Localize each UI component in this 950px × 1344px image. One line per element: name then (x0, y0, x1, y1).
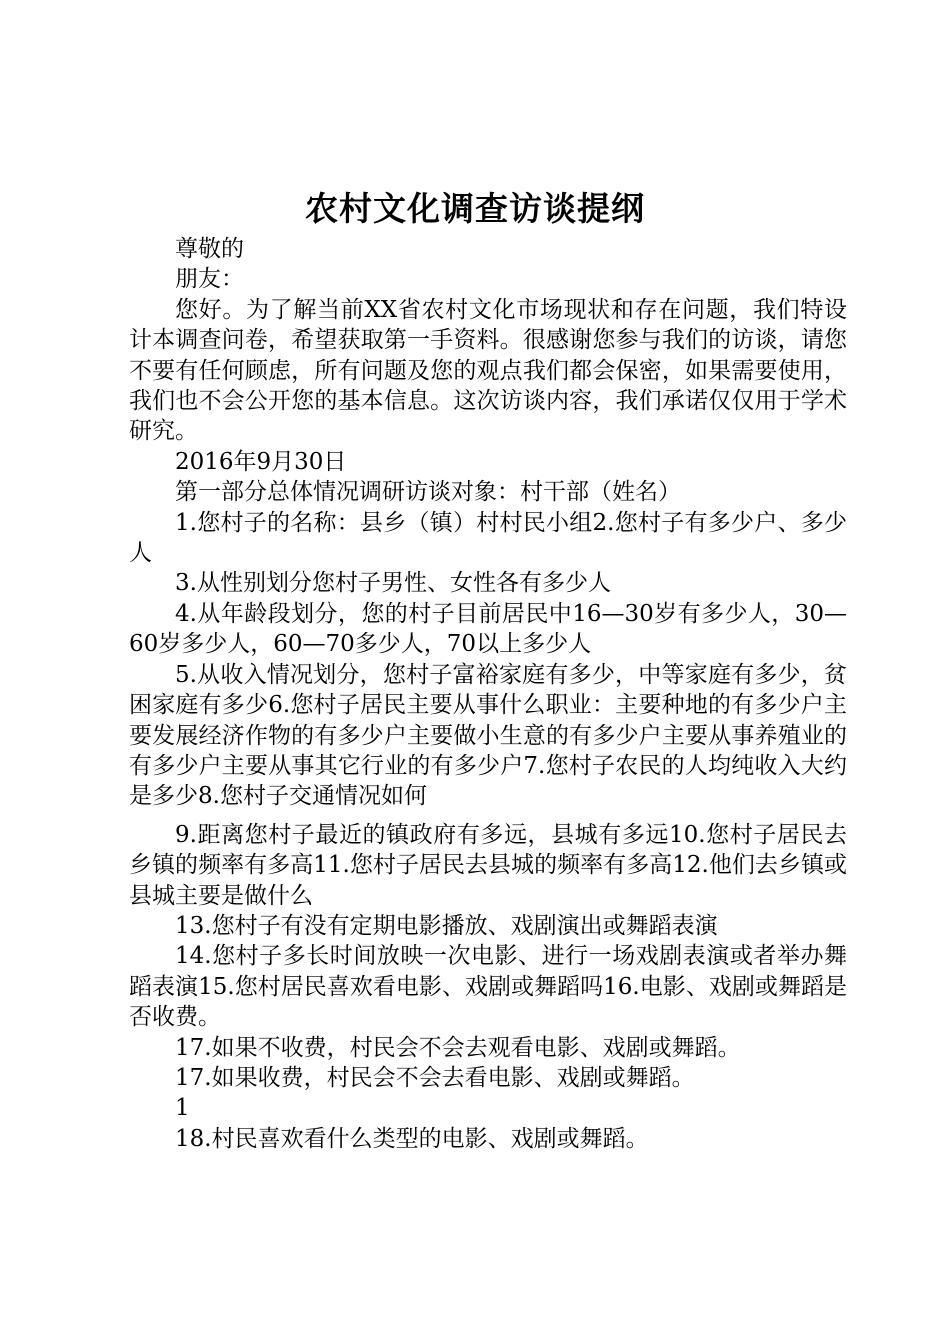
page-number: 1 (175, 1095, 190, 1122)
section-heading: 第一部分总体情况调研访谈对象：村干部（姓名） (175, 479, 681, 506)
question-paragraph: 18.村民喜欢看什么类型的电影、戏剧或舞蹈。 (175, 1125, 649, 1152)
question-paragraph: 17.如果收费，村民会不会去看电影、戏剧或舞蹈。 (175, 1064, 695, 1091)
question-paragraph: 5.从收入情况划分，您村子富裕家庭有多少，中等家庭有多少，贫困家庭有多少6.您村子居民主要从事什么职业：主要种地的有多少户主要发展经济作物的有多少户主要做小生意的有多少户主要从事养殖业的有多少户主要从事其它行业的有多少户7.您村子农民的人均纯收入大约是多少8.您村子交通情况如何 (129, 661, 847, 810)
salutation-line-2: 朋友： (175, 266, 244, 293)
date-line: 2016年9月30日 (175, 448, 347, 475)
question-paragraph: 14.您村子多长时间放映一次电影、进行一场戏剧表演或者举办舞蹈表演15.您村居民喜欢看电影、戏剧或舞蹈吗16.电影、戏剧或舞蹈是否收费。 (129, 943, 847, 1031)
salutation-line-1: 尊敬的 (175, 236, 244, 262)
intro-paragraph: 您好。为了解当前XX省农村文化市场现状和存在问题，我们特设计本调查问卷，希望获取第一手资料。很感谢您参与我们的访谈，请您不要有任何顾虑，所有问题及您的观点我们都会保密，如果需要使用，我们也不会公开您的基本信息。这次访谈内容，我们承诺仅仅用于学术研究。 (129, 296, 847, 445)
question-paragraph: 3.从性别划分您村子男性、女性各有多少人 (175, 570, 611, 597)
question-paragraph: 17.如果不收费，村民会不会去观看电影、戏剧或舞蹈。 (175, 1034, 741, 1061)
question-paragraph: 9.距离您村子最近的镇政府有多远，县城有多远10.您村子居民去乡镇的频率有多高11.您村子居民去县城的频率有多高12.他们去乡镇或县城主要是做什么 (129, 821, 847, 909)
question-paragraph: 4.从年龄段划分，您的村子目前居民中16—30岁有多少人，30—60岁多少人，60—70多少人，70以上多少人 (129, 600, 847, 658)
document-title: 农村文化调查访谈提纲 (305, 189, 645, 228)
document-body (129, 234, 847, 1154)
question-paragraph: 1.您村子的名称：县乡（镇）村村民小组2.您村子有多少户、多少人 (129, 509, 847, 567)
question-paragraph: 13.您村子有没有定期电影播放、戏剧演出或舞蹈表演 (175, 912, 718, 939)
